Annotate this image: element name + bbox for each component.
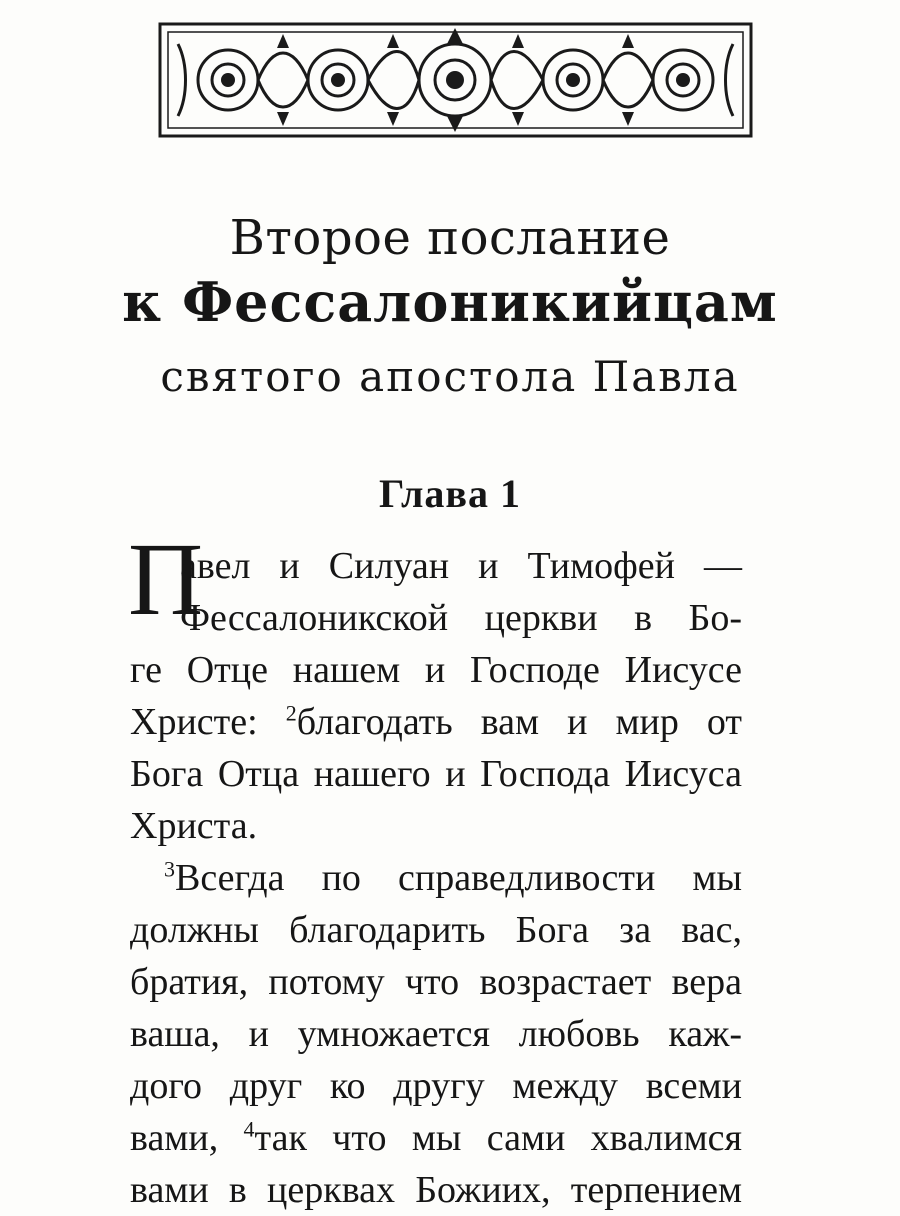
text-line-12 [130, 1112, 742, 1164]
verse-number-4: 4 [243, 1116, 255, 1142]
epistle-title-line1: Второе послание [229, 210, 671, 266]
text-line-12-end: так что мы сами хвалимся [254, 1117, 743, 1159]
text-line-11: дого друг ко другу между всеми [130, 1065, 742, 1107]
text-line-2: Фессалоникской церкви в Бо- [180, 597, 742, 639]
verse-2-fragment [286, 701, 742, 743]
text-line-12-start: вами, [130, 1117, 219, 1159]
text-line-4 [130, 696, 742, 748]
text-line-7-text: Всегда по справедливости мы [175, 857, 742, 899]
text-line-6: Христа. [130, 805, 258, 847]
text-line-8: должны благодарить Бога за вас, [130, 909, 742, 951]
epistle-title-line2: к Фессалоникийцам [122, 270, 778, 334]
verse-4-fragment [244, 1117, 742, 1159]
ornamental-headpiece [158, 14, 753, 146]
text-line-13: вами в церквах Божиих, терпением [130, 1169, 742, 1211]
text-line-4-start: Христе: [130, 701, 258, 743]
drop-cap: П [128, 522, 204, 637]
verse-number-2: 2 [285, 700, 297, 726]
text-line-4-end: благодать вам и мир от [296, 701, 743, 743]
text-line-1: авел и Силуан и Тимофей — [180, 545, 742, 587]
text-line-7 [164, 852, 742, 904]
epistle-title-line3: святого апостола Павла [160, 352, 740, 401]
text-line-5: Бога Отца нашего и Господа Иисуса [130, 753, 742, 795]
text-line-10: ваша, и умножается любовь каж- [130, 1013, 742, 1055]
verse-number-3: 3 [164, 856, 175, 882]
text-line-3: ге Отце нашем и Господе Иисусе [130, 649, 742, 691]
chapter-heading: Глава 1 [379, 471, 521, 516]
text-line-9: братия, потому что возрастает вера [130, 961, 742, 1003]
